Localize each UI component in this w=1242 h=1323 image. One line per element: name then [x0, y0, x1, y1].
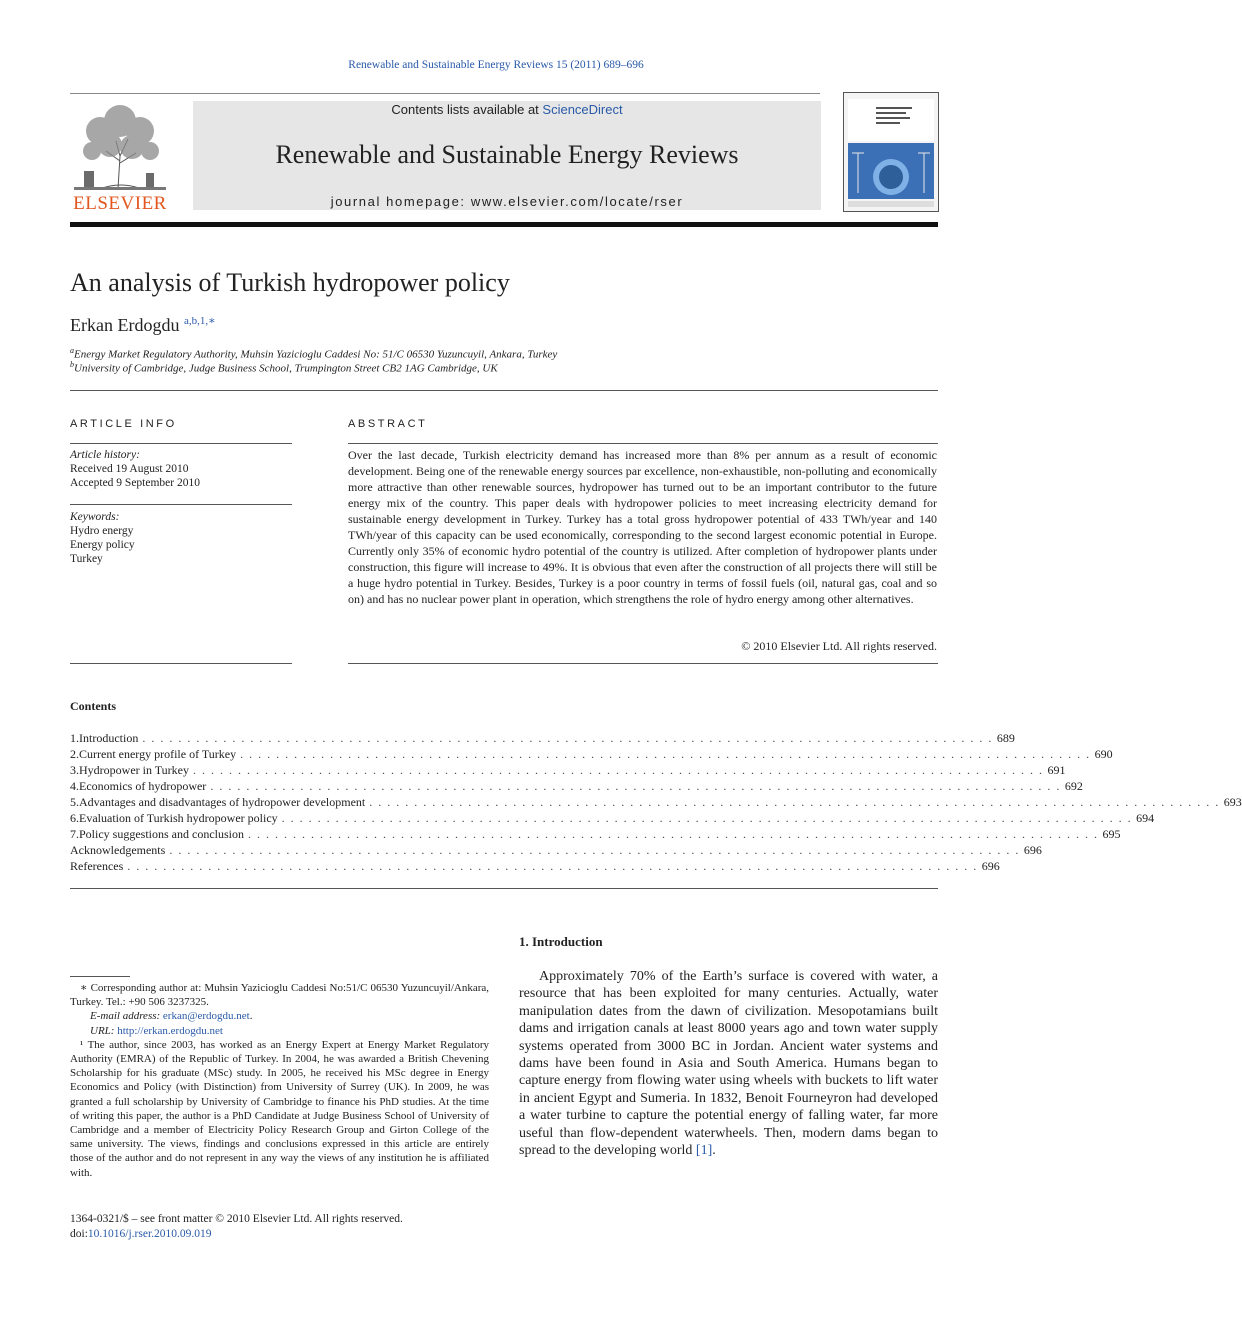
toc-entry[interactable] [70, 859, 1000, 875]
toc-entry[interactable] [70, 747, 1113, 763]
toc-title[interactable]: Introduction [79, 731, 139, 745]
contents-prefix: Contents lists available at [391, 102, 543, 117]
header-top-rule [70, 93, 820, 94]
email-link[interactable]: erkan@erdogdu.net [162, 1010, 250, 1023]
affiliation-text: Energy Market Regulatory Authority, Muhsin Yazicioglu Caddesi No: 51/C 06530 Yuzuncuyil, Ankara, Turkey [74, 348, 558, 361]
affiliation-b [70, 360, 498, 375]
toc-entry[interactable] [70, 763, 1066, 779]
footnotes [70, 981, 489, 1180]
toc-leader: . . . . . . . . . . . . . . . . . . . . . . . . . . . . . . . . . . . . . . . . . . . . . . . . . . . . . . . . . . . . . . . . . . . . . . . . . . . . . . . . . . . . . . . . . . . . . . . [142, 731, 993, 745]
url-label: URL: [90, 1024, 115, 1037]
url-link[interactable]: http://erkan.erdogdu.net [117, 1024, 223, 1037]
table-of-contents [70, 731, 1242, 875]
toc-entry[interactable] [70, 827, 1121, 843]
history-label: Article history: [70, 449, 140, 461]
toc-leader: . . . . . . . . . . . . . . . . . . . . . . . . . . . . . . . . . . . . . . . . . . . . . . . . . . . . . . . . . . . . . . . . . . . . . . . . . . . . . . . . . . . . . . . . . . . . . . . [248, 827, 1099, 841]
issn-block [70, 1212, 403, 1242]
divider [70, 443, 292, 444]
toc-leader: . . . . . . . . . . . . . . . . . . . . . . . . . . . . . . . . . . . . . . . . . . . . . . . . . . . . . . . . . . . . . . . . . . . . . . . . . . . . . . . . . . . . . . . . . . . . . . . [281, 811, 1133, 825]
toc-number: 7. [70, 827, 79, 841]
toc-entry[interactable] [70, 795, 1242, 811]
toc-page: 689 [996, 731, 1015, 745]
doi-line [70, 1227, 403, 1242]
toc-leader: . . . . . . . . . . . . . . . . . . . . . . . . . . . . . . . . . . . . . . . . . . . . . . . . . . . . . . . . . . . . . . . . . . . . . . . . . . . . . . . . . . . . . . . . . . . . . . . [369, 795, 1220, 809]
abstract-text: Over the last decade, Turkish electricity demand has increased more than 8% per annum as a result of economic development. Being one of the renewable energy sources par excellence, non-exhaustible, non-polluting and economically more attractive than other renewable sources, hydropower has turned out to be an important contributor to the future energy mix of the country. This paper deals with hydropower policies to meet increasing electricity demand for sustainable energy development in Turkey. Turkey has a total gross hydropower potential of 433 TWh/year and 140 TWh/year of this capacity can be used economically, corresponding to the second largest economic potential in Europe. Currently only 35% of economic hydro potential of the country is utilized. After completion of hydropower plants under construction, this figure will increase to 49%. It is obvious that even after the construction of all projects there will still be a huge hydro potential in Turkey. Besides, Turkey is a poor country in terms of fossil fuels (oil, natural gas, coal and so on) and has no nuclear power plant in operation, which strengthens the role of hydro energy among other alternatives. [348, 448, 937, 606]
divider [70, 504, 292, 505]
divider [70, 663, 292, 664]
journal-citation[interactable]: Renewable and Sustainable Energy Reviews 15 (2011) 689–696 [348, 59, 644, 71]
author-name[interactable]: Erkan Erdogdu [70, 315, 180, 335]
toc-leader: . . . . . . . . . . . . . . . . . . . . . . . . . . . . . . . . . . . . . . . . . . . . . . . . . . . . . . . . . . . . . . . . . . . . . . . . . . . . . . . . . . . . . . . . . . . . . . . [210, 779, 1061, 793]
toc-number: 6. [70, 811, 79, 825]
affiliation-a [70, 346, 557, 361]
toc-page: 696 [981, 859, 1000, 873]
introduction-end: . [712, 1143, 716, 1159]
corresponding-author-note: ∗ Corresponding author at: Muhsin Yazicioglu Caddesi No:51/C 06530 Yuzuncuyil/Ankara, Turkey. Tel.: +90 506 3237325. [70, 982, 489, 1009]
toc-title[interactable]: Acknowledgements [70, 843, 166, 857]
doi-label: doi: [70, 1228, 88, 1240]
journal-cover-image[interactable] [843, 92, 939, 212]
introduction-paragraph: Approximately 70% of the Earth’s surface is covered with water, a resource that has been exploited for many centuries. Actually, water manipulation dates from the dawn of civilization. Mesopotamians built dams and irrigation canals at least 8000 years ago and town water supply systems operated from 3000 BC in Jordan. Ancient water systems and dams have been found in Asia and South America. Humans began to capture energy from flowing water using wheels with buckets to lift water in ancient Egypt and Sumeria. In 1832, Benoit Fourneyron had developed a water turbine to capture the potential energy of falling water, far more useful than flow-dependent waterwheels. Then, modern dams began to spread to the developing world [519, 969, 938, 1159]
toc-number: 2. [70, 747, 79, 761]
reference-link[interactable]: [1] [695, 1143, 713, 1159]
article-history [70, 448, 200, 490]
divider [70, 390, 938, 391]
journal-header-box [193, 101, 821, 210]
toc-page: 692 [1064, 779, 1083, 793]
url-line [70, 1024, 489, 1038]
keywords-block [70, 510, 135, 566]
author-line [70, 314, 216, 336]
email-label: E-mail address: [90, 1010, 161, 1023]
publisher-wordmark: ELSEVIER [73, 193, 167, 214]
toc-number: 1. [70, 731, 79, 745]
header-bottom-rule [70, 222, 938, 227]
article-title: An analysis of Turkish hydropower policy [70, 268, 510, 297]
toc-number: 3. [70, 763, 79, 777]
divider [348, 663, 938, 664]
abstract-copyright: © 2010 Elsevier Ltd. All rights reserved. [741, 639, 937, 653]
toc-title[interactable]: Policy suggestions and conclusion [79, 827, 244, 841]
toc-leader: . . . . . . . . . . . . . . . . . . . . . . . . . . . . . . . . . . . . . . . . . . . . . . . . . . . . . . . . . . . . . . . . . . . . . . . . . . . . . . . . . . . . . . . . . . . . . . . [127, 859, 978, 873]
abstract-heading: ABSTRACT [348, 418, 428, 430]
toc-entry[interactable] [70, 731, 1015, 747]
keyword: Hydro energy [70, 525, 134, 537]
keyword: Energy policy [70, 539, 135, 551]
contents-heading: Contents [70, 699, 117, 713]
toc-entry[interactable] [70, 843, 1042, 859]
introduction-heading: 1. Introduction [519, 934, 603, 949]
journal-name: Renewable and Sustainable Energy Reviews [275, 140, 739, 169]
affiliation-text: University of Cambridge, Judge Business School, Trumpington Street CB2 1AG Cambridge, UK [74, 362, 498, 375]
author-superscript[interactable]: a,b,1,∗ [183, 315, 216, 327]
toc-title[interactable]: References [70, 859, 124, 873]
introduction-text [519, 968, 938, 1159]
author-biography-note: ¹ The author, since 2003, has worked as an Energy Expert at Energy Market Regulatory Authority (EMRA) of the Republic of Turkey. In 2004, he was awarded a British Chevening Scholarship for his graduate (MSc) study. In 2005, he received his MSc degree in Energy Economics and Policy (with Distinction) from University of Surrey (UK). In 2009, he was granted a full scholarship by University of Cambridge to finance his PhD studies. At the time of writing this paper, the author is a PhD Candidate at Judge Business School of University of Cambridge and a member of Electricity Policy Research Group and Girton College of the same university. The views, findings and conclusions expressed in this article are entirely those of the author and do not represent in any way the views of any institution he is affiliated with. [70, 1038, 489, 1179]
keywords-label: Keywords: [70, 511, 120, 523]
toc-title[interactable]: Current energy profile of Turkey [79, 747, 237, 761]
toc-page: 696 [1023, 843, 1042, 857]
toc-page: 690 [1094, 747, 1113, 761]
toc-page: 691 [1047, 763, 1066, 777]
footnote-rule [70, 976, 130, 977]
toc-entry[interactable] [70, 779, 1083, 795]
toc-page: 695 [1102, 827, 1121, 841]
toc-page: 694 [1136, 811, 1155, 825]
toc-title[interactable]: Hydropower in Turkey [79, 763, 189, 777]
keyword: Turkey [70, 553, 103, 565]
received-date: Received 19 August 2010 [70, 463, 189, 475]
journal-homepage[interactable]: journal homepage: www.elsevier.com/locate/rser [330, 194, 684, 209]
accepted-date: Accepted 9 September 2010 [70, 477, 200, 489]
toc-number: 4. [70, 779, 79, 793]
toc-title[interactable]: Evaluation of Turkish hydropower policy [79, 811, 278, 825]
divider [348, 443, 938, 444]
toc-number: 5. [70, 795, 79, 809]
toc-page: 693 [1223, 795, 1242, 809]
toc-title[interactable]: Advantages and disadvantages of hydropower development [79, 795, 366, 809]
article-info-heading: ARTICLE INFO [70, 418, 177, 430]
affiliation-mark: b [70, 360, 74, 369]
divider [70, 888, 938, 889]
sciencedirect-link[interactable]: ScienceDirect [542, 102, 623, 117]
toc-entry[interactable] [70, 811, 1155, 827]
toc-leader: . . . . . . . . . . . . . . . . . . . . . . . . . . . . . . . . . . . . . . . . . . . . . . . . . . . . . . . . . . . . . . . . . . . . . . . . . . . . . . . . . . . . . . . . . . . . . . . [240, 747, 1091, 761]
toc-leader: . . . . . . . . . . . . . . . . . . . . . . . . . . . . . . . . . . . . . . . . . . . . . . . . . . . . . . . . . . . . . . . . . . . . . . . . . . . . . . . . . . . . . . . . . . . . . . . [193, 763, 1044, 777]
doi-link[interactable]: 10.1016/j.rser.2010.09.019 [87, 1228, 212, 1240]
contents-available-line [193, 102, 821, 117]
email-line: E-mail address: erkan@erdogdu.net. [90, 1010, 253, 1023]
affiliation-mark: a [70, 346, 74, 355]
toc-title[interactable]: Economics of hydropower [79, 779, 207, 793]
issn-line: 1364-0321/$ – see front matter © 2010 Elsevier Ltd. All rights reserved. [70, 1213, 403, 1225]
toc-leader: . . . . . . . . . . . . . . . . . . . . . . . . . . . . . . . . . . . . . . . . . . . . . . . . . . . . . . . . . . . . . . . . . . . . . . . . . . . . . . . . . . . . . . . . . . . . . . . [169, 843, 1020, 857]
